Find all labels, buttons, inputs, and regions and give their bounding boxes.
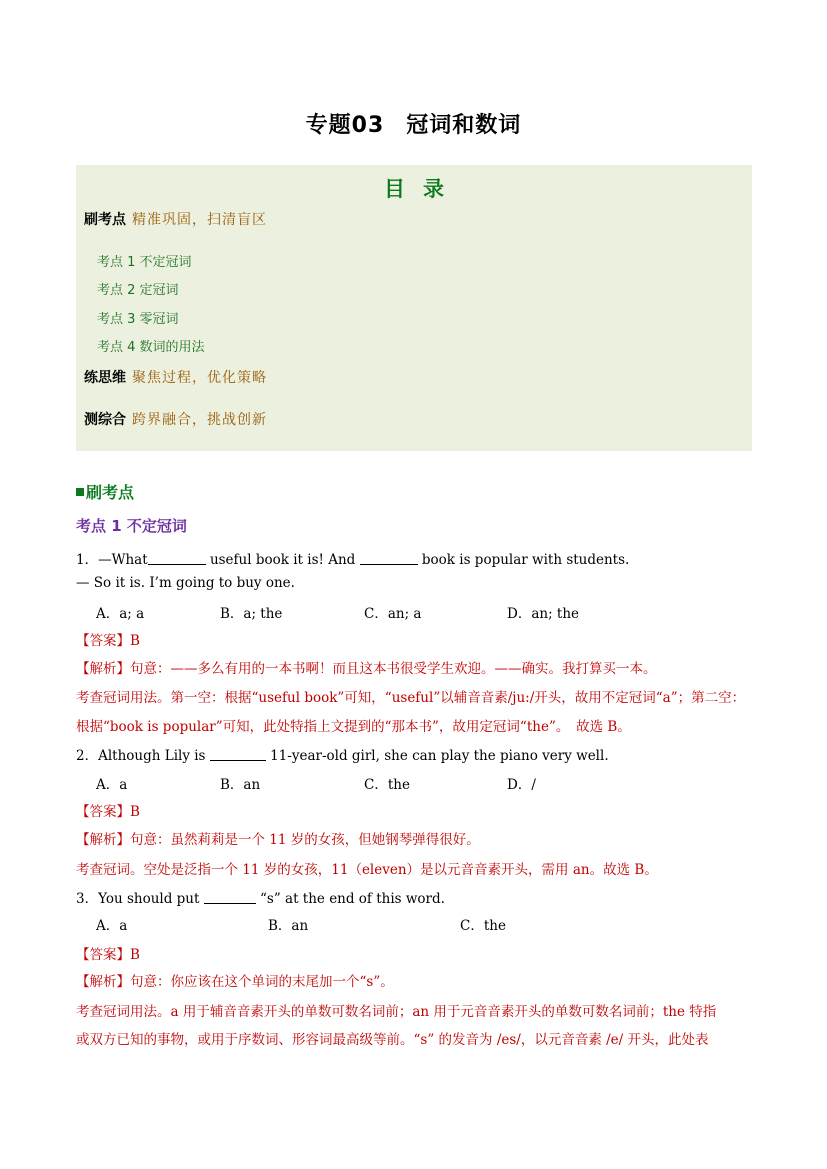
title-main: 专题03 xyxy=(305,113,385,138)
question-1-stem xyxy=(76,548,629,568)
option-c[interactable]: C．an; a xyxy=(364,606,422,622)
question-1-analysis-line: 【解析】句意：——多么有用的一本书啊！而且这本书很受学生欢迎。——确实。我打算买一本。 xyxy=(76,661,657,677)
question-1-analysis-line: 根据“book is popular”可知，此处特指上文提到的“那本书”，故用定冠词“the”。 故选 B。 xyxy=(76,719,631,735)
question-2-analysis-line: 考查冠词。空处是泛指一个 11 岁的女孩，11（eleven）是以元音音素开头，需用 an。故选 B。 xyxy=(76,862,658,878)
option-c[interactable]: C．the xyxy=(460,918,506,934)
section-heading xyxy=(76,480,134,503)
page-title xyxy=(0,108,827,139)
toc-item-2[interactable]: 考点 2 定冠词 xyxy=(97,283,179,298)
toc-heading: 目录 xyxy=(384,177,462,201)
question-1-stem-line2: — So it is. I’m going to buy one. xyxy=(76,575,295,591)
question-3-analysis-line: 考查冠词用法。a 用于辅音音素开头的单数可数名词前；an 用于元音音素开头的单数可数名词前；the 特指 xyxy=(76,1004,717,1020)
toc-section-label: 测综合 xyxy=(84,412,126,428)
toc-section-desc: 精准巩固，扫清盲区 xyxy=(132,212,267,228)
stem-text: 11-year-old girl, she can play the piano very well. xyxy=(270,748,609,764)
answer-blank xyxy=(210,748,266,761)
toc-item-3[interactable]: 考点 3 零冠词 xyxy=(97,312,179,327)
toc-section-label: 刷考点 xyxy=(84,212,126,228)
toc-section-2[interactable] xyxy=(84,367,267,387)
toc-section-desc: 跨界融合，挑战创新 xyxy=(132,412,267,428)
question-2-answer: 【答案】B xyxy=(76,804,140,820)
table-of-contents xyxy=(76,165,752,451)
question-1-analysis-line: 考查冠词用法。第一空：根据“useful book”可知，“useful”以辅音音素/ju:/开头，故用不定冠词“a”；第二空： xyxy=(76,690,746,706)
option-b[interactable]: B．an xyxy=(220,777,261,793)
option-c[interactable]: C．the xyxy=(364,777,410,793)
question-1-answer: 【答案】B xyxy=(76,633,140,649)
toc-section-1[interactable] xyxy=(84,209,267,229)
answer-blank xyxy=(204,891,256,904)
option-a[interactable]: A．a xyxy=(96,777,128,793)
question-3-analysis-line: 或双方已知的事物，或用于序数词、形容词最高级等前。“s” 的发音为 /es/，以元音音素 /e/ 开头，此处表 xyxy=(76,1032,709,1048)
toc-section-desc: 聚焦过程，优化策略 xyxy=(132,370,267,386)
title-sub: 冠词和数词 xyxy=(406,113,522,138)
square-bullet-icon xyxy=(76,488,84,496)
stem-text: 3．You should put xyxy=(76,891,200,907)
option-d[interactable]: D．/ xyxy=(507,777,536,793)
point-heading: 考点 1 不定冠词 xyxy=(76,517,187,535)
stem-text: useful book it is! And xyxy=(209,552,356,568)
stem-text: “s” at the end of this word. xyxy=(260,891,445,907)
stem-text: 1．—What xyxy=(76,552,148,568)
option-d[interactable]: D．an; the xyxy=(507,606,580,622)
toc-item-1[interactable]: 考点 1 不定冠词 xyxy=(97,255,192,270)
option-b[interactable]: B．an xyxy=(268,918,309,934)
question-3-analysis-line: 【解析】句意：你应该在这个单词的末尾加一个“s”。 xyxy=(76,974,394,990)
question-2-analysis-line: 【解析】句意：虽然莉莉是一个 11 岁的女孩，但她钢琴弹得很好。 xyxy=(76,832,480,848)
option-a[interactable]: A．a xyxy=(96,918,128,934)
question-2-stem xyxy=(76,744,609,764)
toc-item-4[interactable]: 考点 4 数词的用法 xyxy=(97,340,205,355)
option-a[interactable]: A．a; a xyxy=(96,606,145,622)
section-heading-text: 刷考点 xyxy=(86,483,135,502)
question-3-answer: 【答案】B xyxy=(76,947,140,963)
question-3-stem xyxy=(76,887,445,907)
toc-section-label: 练思维 xyxy=(84,370,126,386)
answer-blank xyxy=(148,552,206,565)
stem-text: book is popular with students. xyxy=(421,552,630,568)
option-b[interactable]: B．a; the xyxy=(220,606,283,622)
toc-section-3[interactable] xyxy=(84,409,267,429)
answer-blank xyxy=(360,552,418,565)
stem-text: 2．Although Lily is xyxy=(76,748,206,764)
